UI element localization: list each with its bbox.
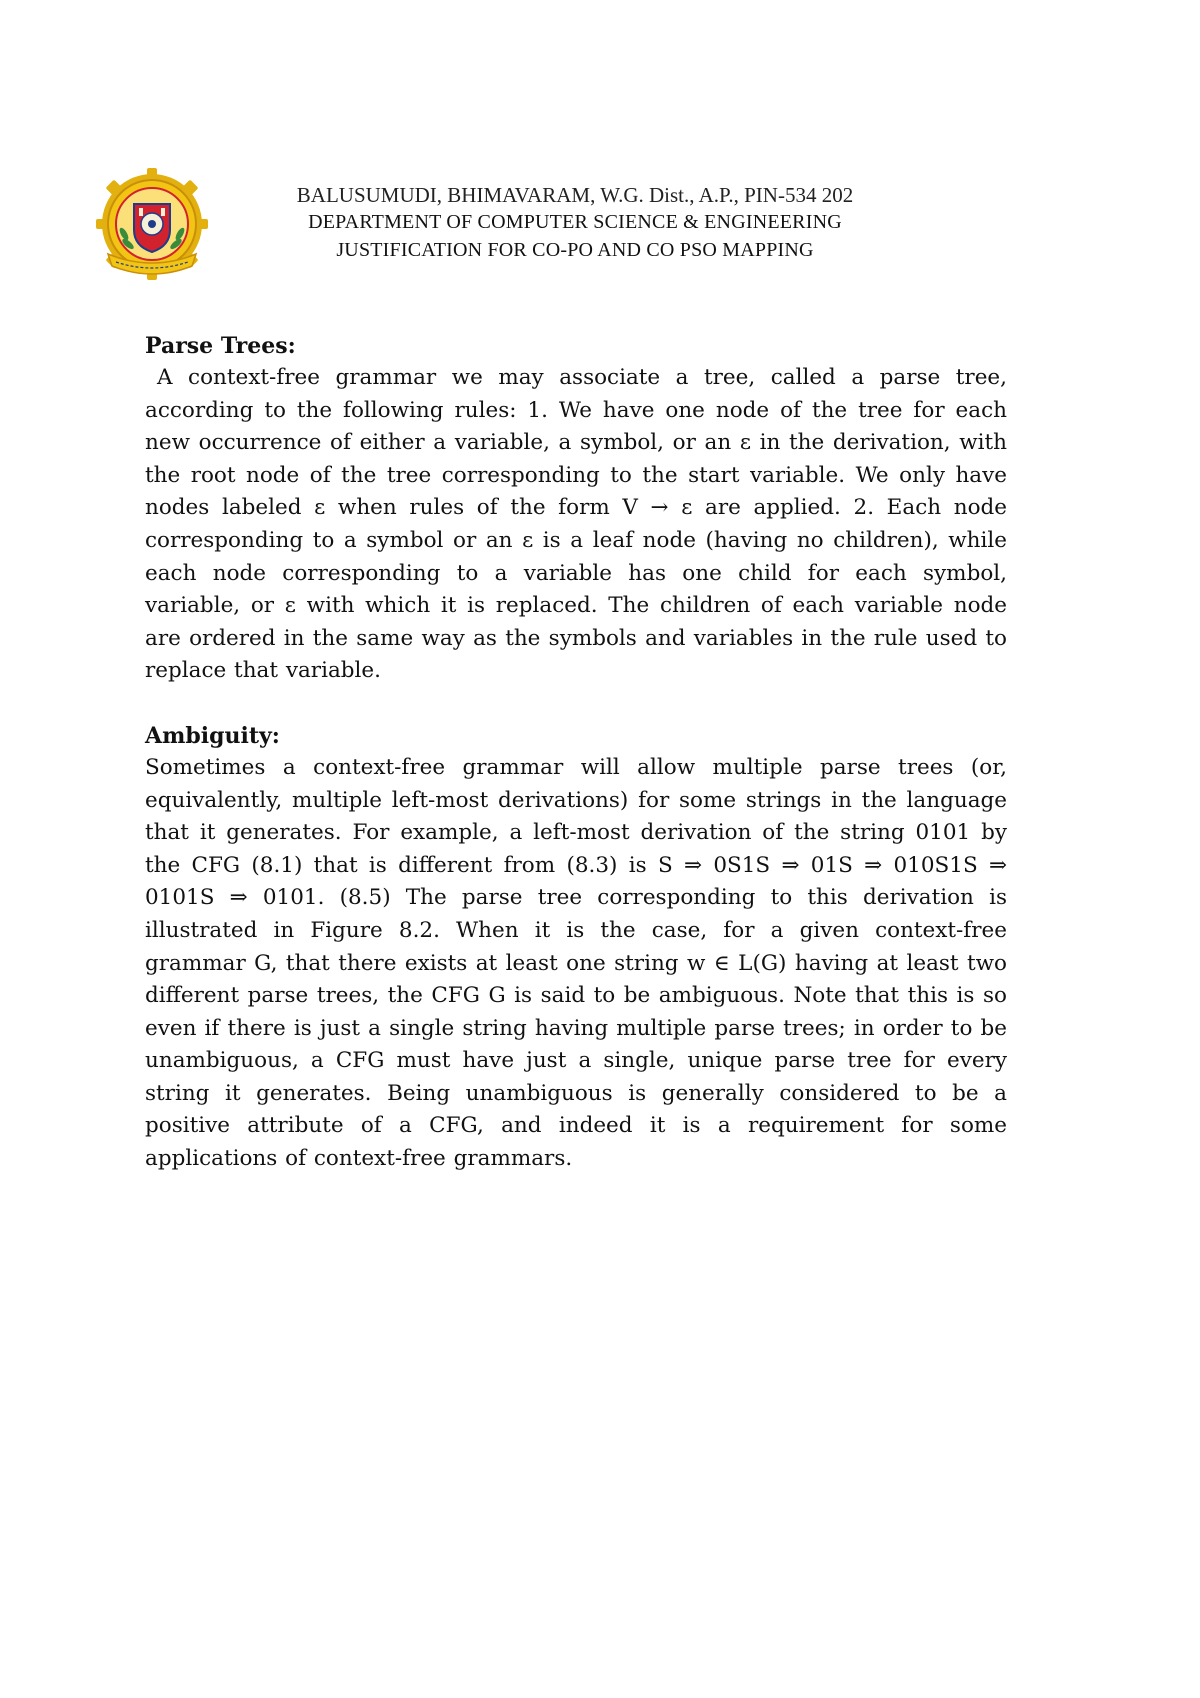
- document-subtitle: JUSTIFICATION FOR CO-PO AND CO PSO MAPPING: [336, 239, 814, 261]
- shield-emblem: [134, 204, 170, 252]
- letterhead: [215, 182, 935, 264]
- college-logo-emblem: [94, 168, 210, 284]
- paragraph-spacer: [145, 688, 1007, 720]
- department-name: DEPARTMENT OF COMPUTER SCIENCE & ENGINEERING: [308, 211, 842, 233]
- section-heading-parse-trees: Parse Trees:: [145, 333, 296, 359]
- institution-address: BALUSUMUDI, BHIMAVARAM, W.G. Dist., A.P., PIN-534 202: [296, 183, 854, 207]
- section-heading-ambiguity: Ambiguity:: [145, 722, 280, 749]
- document-body: [145, 330, 1007, 1176]
- section-paragraph-parse-trees: A context-free grammar we may associate a tree, called a parse tree, according to the following rules: 1. We have one node of the tree for each new occurrence of either a variable, a symbol, or an ε in the derivation, with the root node of the tree corresponding to the start variable. We only have nodes labeled ε when rules of the form V → ε are applied. 2. Each node corresponding to a symbol or an ε is a leaf node (having no children), while each node corresponding to a variable has one child for each symbol, variable, or ε with which it is replaced. The children of each variable node are ordered in the same way as the symbols and variables in the rule used to replace that variable.: [145, 365, 1007, 684]
- section-paragraph-ambiguity: Sometimes a context-free grammar will allow multiple parse trees (or, equivalently, multiple left-most derivations) for some strings in the language that it generates. For example, a left-most derivation of the string 0101 by the CFG (8.1) that is different from (8.3) is S ⇒ 0S1S ⇒ 01S ⇒ 010S1S ⇒ 0101S ⇒ 0101. (8.5) The parse tree corresponding to this derivation is illustrated in Figure 8.2. When it is the case, for a given context-free grammar G, that there exists at least one string w ∈ L(G) having at least two different parse trees, the CFG G is said to be ambiguous. Note that this is so even if there is just a single string having multiple parse trees; in order to be unambiguous, a CFG must have just a single, unique parse tree for every string it generates. Being unambiguous is generally considered to be a positive attribute of a CFG, and indeed it is a requirement for some applications of context-free grammars.: [145, 754, 1007, 1172]
